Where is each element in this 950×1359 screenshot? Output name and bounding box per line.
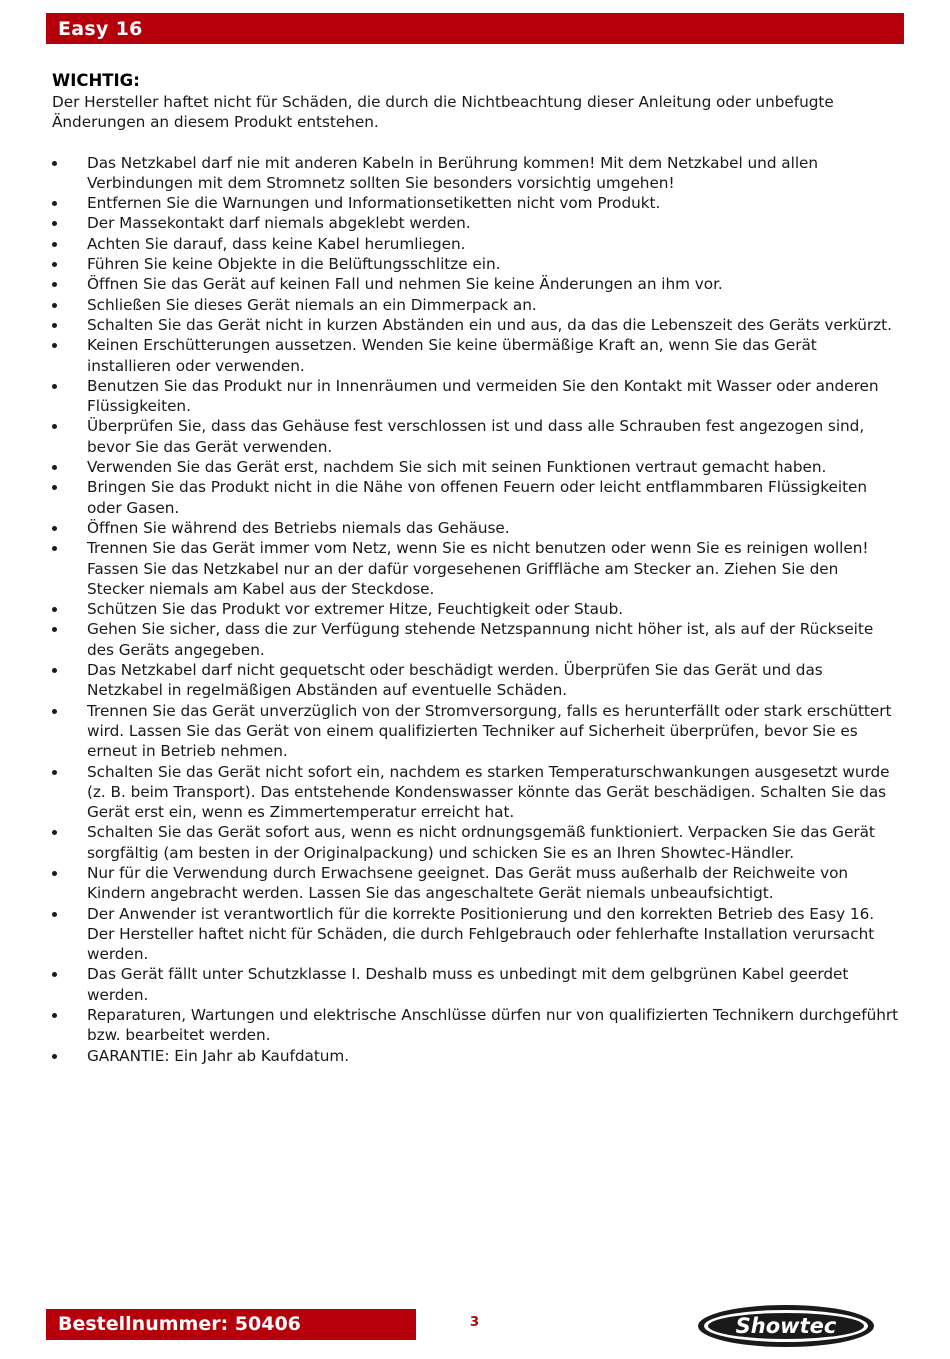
bullet-text: Verwenden Sie das Gerät erst, nachdem Sie sich mit seinen Funktionen vertraut gemacht haben. [87, 458, 827, 477]
bullet-item [52, 213, 900, 233]
showtec-logo [696, 1302, 876, 1350]
page-number: 3 [470, 1315, 480, 1330]
bullet-item [52, 599, 900, 619]
bullet-item [52, 335, 900, 376]
bullet-item [52, 762, 900, 823]
bullet-dot [52, 161, 57, 166]
bullet-item [52, 619, 900, 660]
bullet-item [52, 274, 900, 294]
bullet-dot [52, 323, 57, 328]
bullet-item [52, 376, 900, 417]
bullet-text: Keinen Erschütterungen aussetzen. Wenden Sie keine übermäßige Kraft an, wenn Sie das Gerät installieren oder verwenden. [87, 336, 817, 375]
bullet-text: Schließen Sie dieses Gerät niemals an ein Dimmerpack an. [87, 295, 537, 314]
bullet-text: Schalten Sie das Gerät nicht sofort ein, nachdem es starken Temperaturschwankungen ausgesetzt wurde (z. B. beim Transport). Das entstehende Kondenswasser könnte das Gerät beschädigen. Schalten Sie das Gerät erst ein, wenn es Zimmertemperatur erreicht hat. [87, 762, 890, 822]
bullet-item [52, 193, 900, 213]
bullet-dot [52, 221, 57, 226]
bullet-dot [52, 343, 57, 348]
bullet-dot [52, 912, 57, 917]
bullet-text: Entfernen Sie die Warnungen und Informationsetiketten nicht vom Produkt. [87, 194, 661, 213]
bullet-item [52, 822, 900, 863]
bullet-item [52, 254, 900, 274]
bullet-dot [52, 201, 57, 206]
order-number: Bestellnummer: 50406 [58, 1313, 301, 1335]
bullet-dot [52, 465, 57, 470]
bullet-item [52, 457, 900, 477]
bullet-dot [52, 546, 57, 551]
bullet-dot [52, 485, 57, 490]
bullet-item [52, 964, 900, 1005]
bullet-text: Das Netzkabel darf nicht gequetscht oder beschädigt werden. Überprüfen Sie das Gerät und das Netzkabel in regelmäßigen Abständen auf eventuelle Schäden. [87, 661, 823, 700]
bullet-text: Der Anwender ist verantwortlich für die korrekte Positionierung und den korrekten Betrieb des Easy 16. Der Hersteller haftet nicht für Schäden, die durch Fehlgebrauch oder fehlerhafte Installation verursacht werden. [87, 904, 875, 964]
bullet-dot [52, 627, 57, 632]
logo-wordmark: Showtec [735, 1314, 837, 1338]
bullet-text: Benutzen Sie das Produkt nur in Innenräumen und vermeiden Sie den Kontakt mit Wasser oder anderen Flüssigkeiten. [87, 376, 879, 416]
bullet-dot [52, 709, 57, 714]
bullet-dot [52, 1054, 57, 1059]
bullet-text: Reparaturen, Wartungen und elektrische Anschlüsse dürfen nur von qualifizierten Technikern durchgeführt bzw. bearbeitet werden. [87, 1006, 899, 1045]
bullet-item [52, 538, 900, 599]
bullet-text: Trennen Sie das Gerät unverzüglich von der Stromversorgung, falls es herunterfällt oder stark erschüttert wird. Lassen Sie das Gerät von einem qualifizierten Techniker auf Sicherheit überprüfen, bevor Sie es erneut in Betrieb nehmen. [87, 701, 892, 761]
bullet-dot [52, 384, 57, 389]
bullet-text: Der Massekontakt darf niemals abgeklebt werden. [87, 214, 471, 233]
bullet-dot [52, 282, 57, 287]
bullet-text: Achten Sie darauf, dass keine Kabel herumliegen. [87, 234, 466, 253]
bullet-text: Schalten Sie das Gerät nicht in kurzen Abständen ein und aus, da das die Lebenszeit des Geräts verkürzt. [87, 315, 892, 334]
bullet-text: Das Netzkabel darf nie mit anderen Kabeln in Berührung kommen! Mit dem Netzkabel und allen Verbindungen mit dem Stromnetz sollten Sie besonders vorsichtig umgehen! [87, 153, 819, 192]
bullet-item [52, 234, 900, 254]
bullet-dot [52, 303, 57, 308]
header-title: Easy 16 [58, 17, 143, 40]
bullet-dot [52, 871, 57, 876]
intro-paragraph: Der Hersteller haftet nicht für Schäden, die durch die Nichtbeachtung dieser Anleitung oder unbefugte Änderungen an diesem Produkt entstehen. [52, 93, 834, 132]
bullet-dot [52, 770, 57, 775]
bullet-dot [52, 972, 57, 977]
bullet-item [52, 1005, 900, 1046]
bullet-text: Gehen Sie sicher, dass die zur Verfügung stehende Netzspannung nicht höher ist, als auf der Rückseite des Geräts angegeben. [87, 620, 874, 659]
safety-bullet-list [52, 153, 900, 1066]
bullet-item [52, 416, 900, 457]
bullet-item [52, 701, 900, 762]
bullet-text: Überprüfen Sie, dass das Gehäuse fest verschlossen ist und dass alle Schrauben fest angezogen sind, bevor Sie das Gerät verwenden. [87, 417, 865, 456]
bullet-item [52, 518, 900, 538]
bullet-item [52, 1046, 900, 1066]
bullet-item [52, 863, 900, 904]
bullet-dot [52, 526, 57, 531]
bullet-text: Nur für die Verwendung durch Erwachsene geeignet. Das Gerät muss außerhalb der Reichweite von Kindern angebracht werden. Lassen Sie das angeschaltete Gerät niemals unbeaufsichtigt. [87, 863, 849, 903]
bullet-dot [52, 242, 57, 247]
bullet-item [52, 315, 900, 335]
bullet-text: Trennen Sie das Gerät immer vom Netz, wenn Sie es nicht benutzen oder wenn Sie es reinigen wollen! Fassen Sie das Netzkabel nur an der dafür vorgesehenen Griffläche am Stecker an. Ziehen Sie den Stecker niemals am Kabel aus der Steckdose. [87, 539, 869, 598]
section-heading: WICHTIG: [52, 71, 140, 90]
bullet-dot [52, 262, 57, 267]
bullet-item [52, 153, 900, 194]
bullet-text: Öffnen Sie während des Betriebs niemals das Gehäuse. [87, 518, 510, 537]
bullet-text: Bringen Sie das Produkt nicht in die Nähe von offenen Feuern oder leicht entflammbaren Flüssigkeiten oder Gasen. [87, 478, 868, 517]
bullet-text: Führen Sie keine Objekte in die Belüftungsschlitze ein. [87, 255, 501, 274]
bullet-text: Öffnen Sie das Gerät auf keinen Fall und nehmen Sie keine Änderungen an ihm vor. [87, 275, 723, 294]
bullet-item [52, 904, 900, 965]
document-body [52, 70, 900, 1066]
bullet-text: Das Gerät fällt unter Schutzklasse I. Deshalb muss es unbedingt mit dem gelbgrünen Kabel geerdet werden. [87, 965, 849, 1004]
bullet-item [52, 660, 900, 701]
bullet-text: Schalten Sie das Gerät sofort aus, wenn es nicht ordnungsgemäß funktioniert. Verpacken Sie das Gerät sorgfältig (am besten in der Originalpackung) und schicken Sie es an Ihren Showtec-Händler. [87, 823, 875, 862]
page-header [46, 13, 904, 44]
bullet-dot [52, 668, 57, 673]
bullet-item [52, 295, 900, 315]
bullet-text: Schützen Sie das Produkt vor extremer Hitze, Feuchtigkeit oder Staub. [87, 600, 624, 619]
bullet-item [52, 477, 900, 518]
bullet-text: GARANTIE: Ein Jahr ab Kaufdatum. [87, 1046, 350, 1065]
bullet-dot [52, 424, 57, 429]
bullet-dot [52, 1013, 57, 1018]
bullet-dot [52, 607, 57, 612]
bullet-dot [52, 830, 57, 835]
